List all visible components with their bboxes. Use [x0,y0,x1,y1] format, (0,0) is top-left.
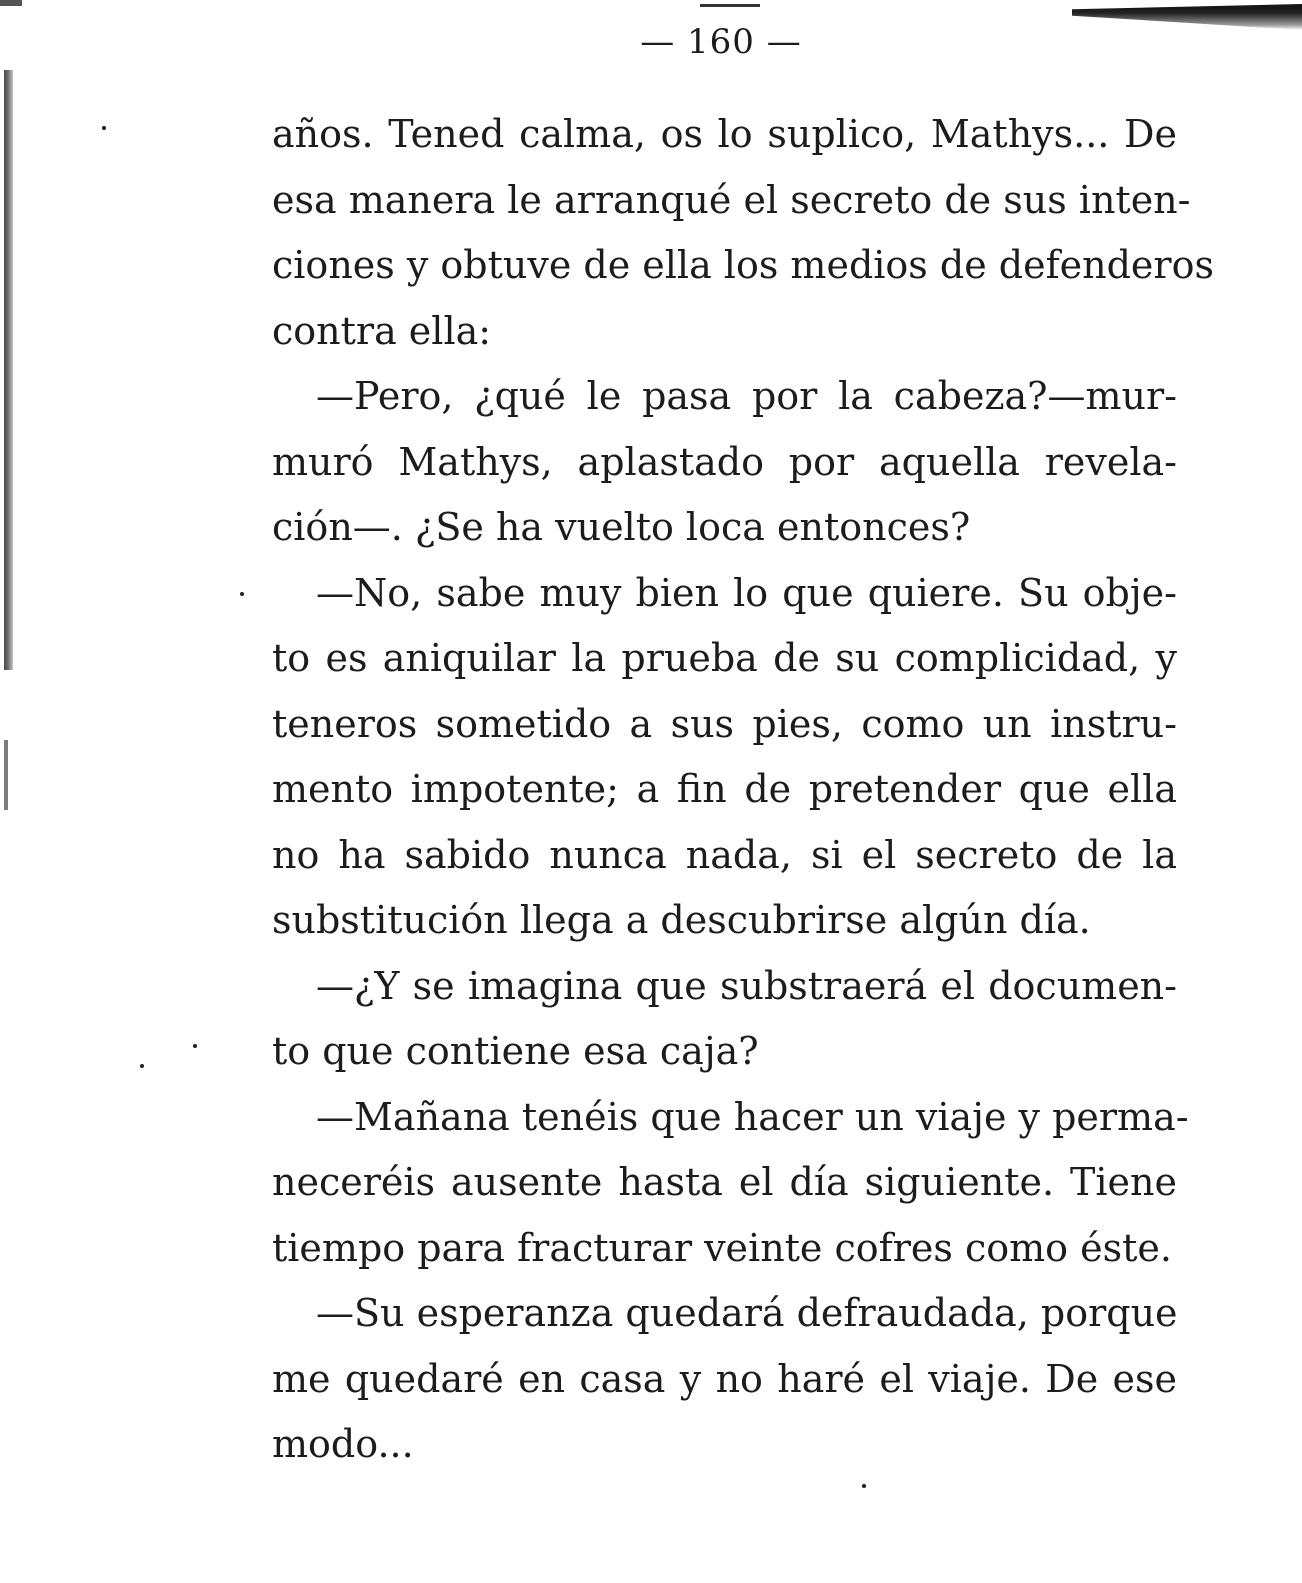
text-line: —Pero, ¿qué le pasa por la cabeza?—mur- [316,374,1177,418]
body-text [272,102,1214,1478]
text-line: mento impotente; a fin de pretender que ella [272,767,1177,811]
text-line: —¿Y se imagina que substraerá el documen- [316,963,1177,1008]
scan-speck [140,1064,144,1068]
scan-speck [193,1044,197,1048]
text-line: —Mañana tenéis que hacer un viaje y perma- [316,1094,1189,1139]
text-line: —Su esperanza quedará defraudada, porque [316,1291,1178,1335]
scan-artifact-corner [0,0,22,6]
scan-speck [102,126,106,130]
text-line: modo... [272,1422,414,1466]
text-line: esa manera le arranqué el secreto de sus inten- [272,177,1191,222]
text-line: tiempo para fracturar veinte cofres como éste. [272,1225,1172,1270]
scan-speck [862,1484,866,1488]
scan-artifact-left-edge [4,70,13,670]
text-line: ciones y obtuve de ella los medios de defenderos [272,243,1214,287]
text-line: no ha sabido nunca nada, si el secreto de la [272,832,1177,877]
text-line: teneros sometido a sus pies, como un instru- [272,701,1177,746]
text-line: ción—. ¿Se ha vuelto loca entonces? [272,505,971,549]
page-number: — 160 — [640,22,802,62]
text-line: muró Mathys, aplastado por aquella revela- [272,439,1177,484]
scan-speck [240,592,244,596]
text-line: me quedaré en casa y no haré el viaje. De ese [272,1356,1177,1401]
scan-artifact-left-edge-lower [4,740,8,810]
text-line: —No, sabe muy bien lo que quiere. Su obje- [316,570,1177,615]
scan-artifact-top-dash [700,4,760,7]
text-line: to que contiene esa caja? [272,1029,759,1073]
text-line: años. Tened calma, os lo suplico, Mathys... De [272,112,1177,156]
text-line: contra ella: [272,308,492,353]
text-line: to es aniquilar la prueba de su complicidad, y [272,636,1177,680]
text-line: substitución llega a descubrirse algún día. [272,898,1091,942]
text-line: neceréis ausente hasta el día siguiente. Tiene [272,1160,1177,1204]
